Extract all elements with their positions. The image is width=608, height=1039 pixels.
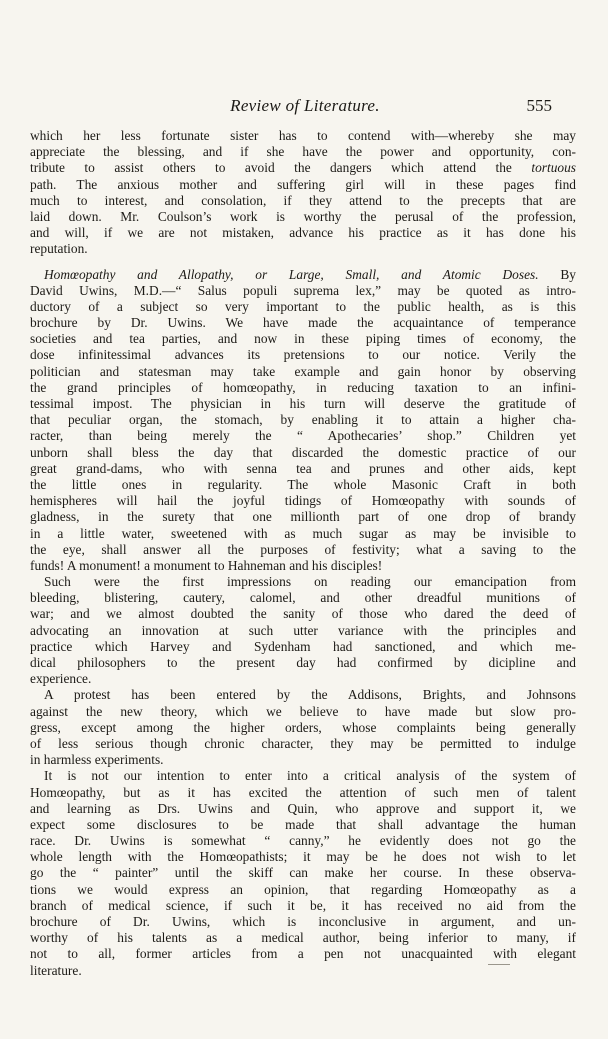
text-line: which her less fortunate sister has to contend with—whereby she may: [30, 128, 576, 143]
text-line: worthy of his talents as a medical author, being inferior to many, if: [30, 930, 576, 946]
text-line: against the new theory, which we believe to have made but slow pro-: [30, 703, 576, 719]
text-line: unborn shall bless the day that discarded the domestic practice of our: [30, 444, 576, 460]
text-line: societies and tea parties, and now in these piping times of economy, the: [30, 331, 576, 347]
text-line: gladness, in the surety that one millionth part of one drop of brandy: [30, 509, 576, 525]
text-line: Homœopathy, but as it has excited the attention of such men of talent: [30, 784, 576, 800]
text-line: ductory of a subject so very important to the public health, as is this: [30, 298, 576, 314]
text-line: Such were the first impressions on reading our emancipation from: [44, 574, 576, 590]
text-line: race. Dr. Uwins is somewhat “ canny,” he evidently does not go the: [30, 833, 576, 849]
text-line: not to all, former articles from a pen not unacquainted with elegant: [30, 946, 576, 962]
page-number: 555: [526, 96, 552, 115]
text-line: literature.: [30, 962, 82, 978]
text-line: experience.: [30, 671, 92, 687]
text-fragment: By: [538, 266, 576, 282]
text-line: hemispheres will hail the joyful tidings of Homœopathy with sounds of: [30, 493, 576, 509]
italic-word: tortuous: [531, 160, 576, 176]
text-line: tessimal impost. The physician in his turn will deserve the gratitude of: [30, 396, 576, 411]
text-line: branch of medical science, if such it be, it has received no aid from the: [30, 897, 576, 913]
text-line: that peculiar organ, the stomach, by enabling it to attain a higher cha-: [30, 412, 576, 428]
text-line: [30, 160, 576, 176]
paragraph: [30, 687, 576, 768]
text-line: go the “ painter” until the skiff can make her course. In these observa-: [30, 865, 576, 881]
text-line: dose infinitessimal advances its pretensions to our notice. Verily the: [30, 347, 576, 363]
text-line: politician and statesman may take example and gain honor by observing: [30, 363, 576, 379]
text-line: David Uwins, M.D.—“ Salus populi suprema lex,” may be quoted as intro-: [30, 282, 576, 298]
paragraph: [30, 574, 576, 687]
text-line: path. The anxious mother and suffering girl will in these pages find: [30, 176, 576, 192]
text-line: war; and we almost doubted the sanity of those who dared the deed of: [30, 606, 576, 622]
text-fragment: tribute to assist others to avoid the dangers which attend the: [30, 160, 532, 176]
text-line: in a little water, sweetened with as much sugar as may be invisible to: [30, 525, 576, 541]
text-line: of less serious though chronic character, they may be permitted to indulge: [30, 735, 576, 751]
text-line: It is not our intention to enter into a critical analysis of the system of: [44, 768, 576, 784]
text-line: in harmless experiments.: [30, 752, 164, 768]
text-line: the eye, shall answer all the purposes of festivity; what a saving to the: [30, 541, 576, 557]
text-line: [30, 267, 576, 283]
text-line: A protest has been entered by the Addisons, Brights, and Johnsons: [44, 687, 576, 703]
text-line: much to interest, and consolation, if they attend to the precepts that are: [30, 192, 576, 208]
text-line: great grand-dams, who with senna tea and prunes and other aids, kept: [30, 460, 576, 476]
review-title: Homœopathy and Allopathy, or Large, Small, and Atomic Doses.: [44, 266, 539, 282]
text-line: and learning as Drs. Uwins and Quin, who approve and support it, we: [30, 800, 576, 816]
text-line: appreciate the blessing, and if she have the power and opportunity, con-: [30, 144, 576, 160]
text-line: dical philosophers to the present day had confirmed by dicipline and: [30, 655, 576, 670]
text-line: the grand principles of homœopathy, in reducing taxation to an infini-: [30, 379, 576, 395]
running-head: [30, 96, 580, 120]
running-title: Review of Literature.: [230, 96, 380, 115]
text-line: funds! A monument! a monument to Hahneman and his disciples!: [30, 557, 383, 573]
text-line: gress, except among the higher orders, whose complaints being generally: [30, 719, 576, 735]
paragraph: [30, 768, 576, 978]
text-line: tions we would express an opinion, that regarding Homœopathy as a: [30, 881, 576, 897]
paragraph: [30, 128, 576, 258]
text-line: racter, than being merely the “ Apothecaries’ shop.” Children yet: [30, 428, 576, 444]
article-body: [30, 128, 576, 979]
text-line: advocating an innovation at such utter variance with the principles and: [30, 622, 576, 638]
text-line: the little ones in regularity. The whole Masonic Craft in both: [30, 476, 576, 492]
text-line: and will, if we are not mistaken, advance his practice as it has done his: [30, 225, 576, 241]
text-line: expect some disclosures to be made that shall advantage the human: [30, 816, 576, 832]
end-rule: [488, 964, 510, 965]
text-line: practice which Harvey and Sydenham had sanctioned, and which me-: [30, 638, 576, 654]
review-paragraph: [30, 267, 576, 575]
text-line: brochure by Dr. Uwins. We have made the acquaintance of temperance: [30, 315, 576, 331]
text-line: laid down. Mr. Coulson’s work is worthy the perusal of the profession,: [30, 208, 576, 224]
text-line: whole length with the Homœopathists; it may be he does not wish to let: [30, 849, 576, 865]
text-line: reputation.: [30, 241, 88, 257]
text-line: brochure of Dr. Uwins, which is inconclusive in argument, and un-: [30, 914, 576, 929]
text-line: bleeding, blistering, cautery, calomel, and other dreadful munitions of: [30, 590, 576, 606]
